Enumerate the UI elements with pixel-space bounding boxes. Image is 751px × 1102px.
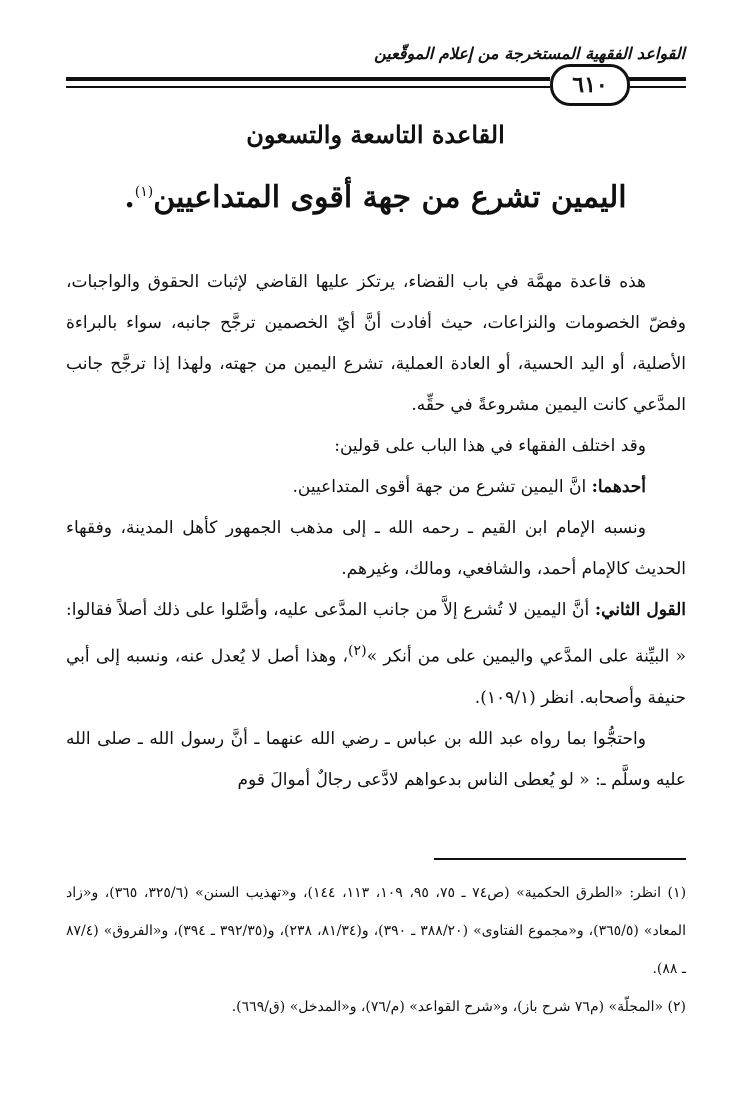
first-opinion-text: انَّ اليمين تشرع من جهة أقوى المتداعيين.	[292, 477, 592, 497]
rule-statement	[0, 180, 751, 215]
running-title: القواعد الفقهية المستخرجة من إعلام الموقّعين	[374, 44, 685, 63]
second-opinion-text-b: ، وهذا أصل لا يُعدل عنه، ونسبه إلى أبي حنيفة وأصحابه. انظر (١٠٩/١).	[66, 646, 686, 708]
paragraph-two-opinions: وقد اختلف الفقهاء في هذا الباب على قولين:	[334, 436, 646, 456]
rule-statement-end: .	[124, 180, 135, 215]
body-text	[66, 262, 686, 801]
header-rule-top	[66, 77, 550, 81]
paragraph-evidence: واحتجُّوا بما رواه عبد الله بن عباس ـ رضي الله عنهما ـ أنَّ رسول الله ـ صلى الله عليه وسلَّم ـ: « لو يُعطى الناس بدعواهم لادَّعى رجالٌ أموالَ قوم	[66, 728, 686, 790]
header-rule-top-right	[624, 77, 686, 81]
paragraph-first-opinion	[66, 467, 686, 508]
footnote-separator	[434, 858, 686, 860]
second-opinion-text-a: أنَّ اليمين لا تُشرع إلاَّ من جانب المدَّعى عليه، وأصَّلوا على ذلك أصلاً فقالوا: « البيِّنة على المدَّعي واليمين على من أنكر »	[66, 600, 686, 667]
paragraph-attribution: ونسبه الإمام ابن القيم ـ رحمه الله ـ إلى مذهب الجمهور كأهل المدينة، وفقهاء الحديث كالإمام أحمد، والشافعي، ومالك، وغيرهم.	[66, 518, 686, 579]
footnote-2: (٢) «المجلّة» (م٧٦ شرح باز)، و«شرح القواعد» (م/٧٦)، و«المدخل» (ق/٦٦٩).	[231, 999, 686, 1015]
first-opinion-label: أحدهما:	[591, 477, 646, 497]
second-opinion-label: القول الثاني:	[594, 600, 686, 620]
header-rule-bottom-right	[624, 86, 686, 88]
footnotes	[66, 874, 686, 1026]
paragraph-second-opinion	[66, 590, 686, 719]
paragraph-intro: هذه قاعدة مهمَّة في باب القضاء، يرتكز عليها القاضي لإثبات الحقوق والواجبات، وفضّ الخصومات والنزاعات، حيث أفادت أنَّ أيّ الخصمين ترجَّح جانبه، سواء بالبراءة الأصلية، أو اليد الحسية، أو العادة العملية، تشرع اليمين من جهته، ولهذا إذا ترجَّح جانب المدَّعي كانت اليمين مشروعةً في حقِّه.	[66, 272, 686, 415]
page-number: ٦١٠	[550, 64, 630, 106]
footnote-ref-1: (١)	[134, 184, 154, 200]
rule-statement-text: اليمين تشرع من جهة أقوى المتداعيين	[153, 180, 627, 215]
footnote-ref-2: (٢)	[348, 643, 367, 659]
header-rule-bottom	[66, 86, 550, 88]
footnote-1: (١) انظر: «الطرق الحكمية» (ص٧٤ ـ ٧٥، ٩٥، ١٠٩، ١١٣، ١٤٤)، و«تهذيب السنن» (٣٢٥/٦، ٣٦٥)، و«زاد المعاد» (٣٦٥/٥)، و«مجموع الفتاوى» (٣٨٨/٢٠ ـ ٣٩٠)، و(٨١/٣٤، ٢٣٨)، و(٣٩٢/٣٥ ـ ٣٩٤)، و«الفروق» (٨٧/٤ ـ ٨٨).	[66, 885, 687, 977]
rule-title: القاعدة التاسعة والتسعون	[246, 120, 505, 149]
